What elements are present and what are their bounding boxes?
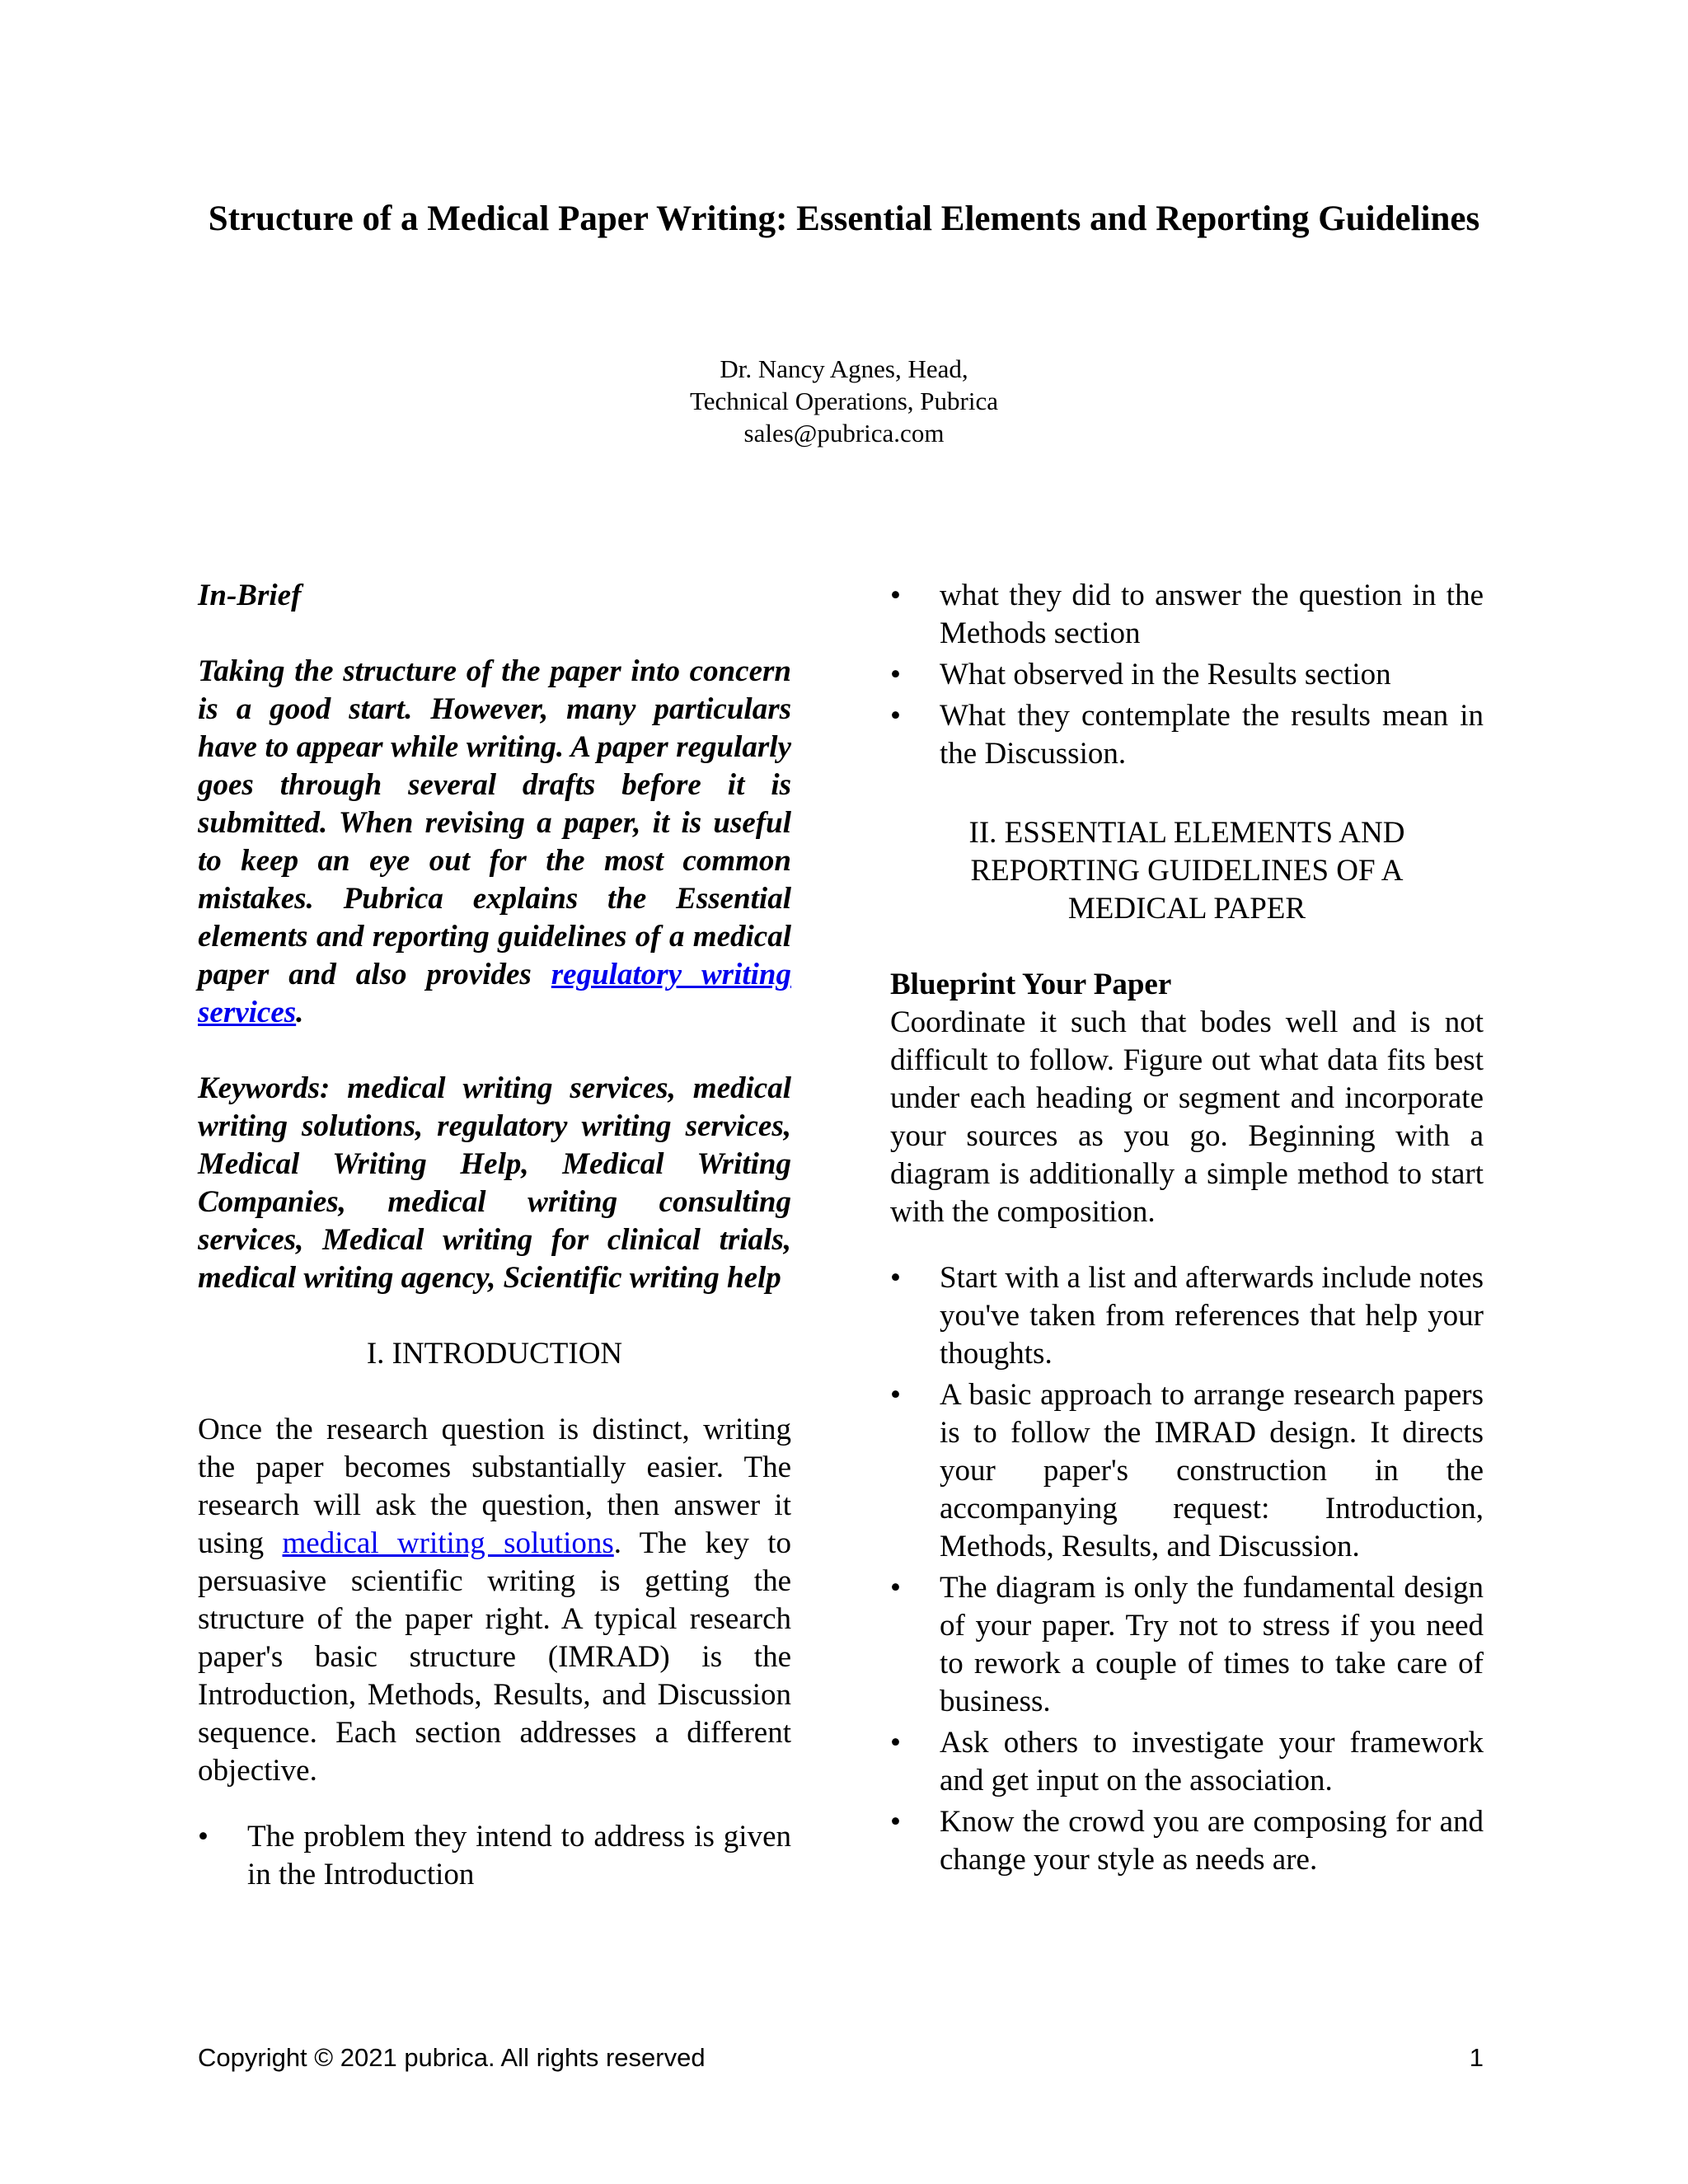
essential-elements-heading: II. ESSENTIAL ELEMENTS AND REPORTING GUIDELINES OF A MEDICAL PAPER bbox=[968, 816, 1405, 926]
bullet-icon: • bbox=[890, 579, 901, 612]
bullet-icon: • bbox=[890, 1261, 901, 1295]
keywords-paragraph: Keywords: medical writing services, medical writing solutions, regulatory writing services, Medical Writing Help, Medical Writing Companies, medical writing consulting services, Medical writing for clinical trials, medical writing agency, Scientific writing help bbox=[198, 1071, 791, 1295]
list-item bbox=[890, 577, 1484, 653]
introduction-paragraph bbox=[198, 1411, 791, 1790]
medical-writing-solutions-link[interactable]: medical writing solutions bbox=[282, 1526, 614, 1560]
intro-text-after: . The key to persuasive scientific writing is getting the structure of the paper right. A typical research paper's basic structure (IMRAD) is the Introduction, Methods, Results, and Discussion sequence. Each section addresses a different objective. bbox=[198, 1526, 791, 1788]
bullet-icon: • bbox=[890, 699, 901, 733]
bullet-icon: • bbox=[890, 1378, 901, 1412]
blueprint-bullet-list bbox=[890, 1259, 1484, 1879]
in-brief-text: Taking the structure of the paper into concern is a good start. However, many particulars have to appear while writing. A paper regularly goes through several drafts before it is submitted. When revising a paper, it is useful to keep an eye out for the most common mistakes. Pubrica explains the Essential elements and reporting guidelines of a medical paper and also provides bbox=[198, 654, 791, 991]
list-item-text: A basic approach to arrange research papers is to follow the IMRAD design. It directs your paper's construction in the accompanying request: Introduction, Methods, Results, and Discussion. bbox=[940, 1378, 1484, 1563]
right-column bbox=[890, 577, 1484, 1882]
bullet-icon: • bbox=[890, 1571, 901, 1605]
list-item bbox=[890, 1724, 1484, 1800]
list-item-text: What they contemplate the results mean in the Discussion. bbox=[940, 699, 1484, 771]
list-item bbox=[890, 656, 1484, 694]
blueprint-paragraph: Coordinate it such that bodes well and is not difficult to follow. Figure out what data fits best under each heading or segment and incorporate your sources as you go. Beginning with a diagram is additionally a simple method to start with the composition. bbox=[890, 1005, 1484, 1229]
imrad-bullet-list bbox=[890, 577, 1484, 773]
paper-title: Structure of a Medical Paper Writing: Essential Elements and Reporting Guidelines bbox=[208, 199, 1480, 238]
page-number: 1 bbox=[1469, 2043, 1484, 2072]
left-column bbox=[198, 577, 791, 1897]
list-item-text: what they did to answer the question in the Methods section bbox=[940, 579, 1484, 650]
copyright-notice: Copyright © 2021 pubrica. All rights reserved bbox=[198, 2043, 706, 2072]
list-item-text: Start with a list and afterwards include notes you've taken from references that help your thoughts. bbox=[940, 1261, 1484, 1371]
bullet-icon: • bbox=[890, 658, 901, 691]
page-footer bbox=[198, 2042, 1484, 2074]
list-item bbox=[890, 1803, 1484, 1879]
in-brief-heading: In-Brief bbox=[198, 579, 302, 612]
in-brief-end: . bbox=[296, 996, 304, 1029]
intro-text-before: Once the research question is distinct, writing the paper becomes substantially easier. The research will ask the question, then answer it using bbox=[198, 1413, 791, 1560]
list-item bbox=[890, 1569, 1484, 1721]
in-brief-paragraph bbox=[198, 653, 791, 1032]
author-name-line: Dr. Nancy Agnes, Head, bbox=[720, 354, 968, 383]
author-email: sales@pubrica.com bbox=[743, 419, 945, 448]
list-item bbox=[890, 1259, 1484, 1373]
bullet-icon: • bbox=[890, 1805, 901, 1839]
list-item bbox=[198, 1818, 791, 1894]
list-item-text: Know the crowd you are composing for and change your style as needs are. bbox=[940, 1805, 1484, 1877]
blueprint-subheading: Blueprint Your Paper bbox=[890, 968, 1172, 1001]
list-item-text: The problem they intend to address is given in the Introduction bbox=[247, 1820, 791, 1891]
list-item bbox=[890, 1376, 1484, 1566]
introduction-heading: I. INTRODUCTION bbox=[366, 1337, 623, 1371]
regulatory-writing-services-link[interactable]: regulatory writing services bbox=[198, 958, 791, 1029]
author-affiliation-line: Technical Operations, Pubrica bbox=[690, 387, 998, 415]
list-item-text: The diagram is only the fundamental design of your paper. Try not to stress if you need to rework a couple of times to take care of business. bbox=[940, 1571, 1484, 1718]
bullet-icon: • bbox=[890, 1726, 901, 1760]
list-item-text: What observed in the Results section bbox=[940, 658, 1391, 691]
intro-bullet-list bbox=[198, 1818, 791, 1894]
list-item bbox=[890, 697, 1484, 773]
author-block bbox=[0, 353, 1688, 449]
list-item-text: Ask others to investigate your framework and get input on the association. bbox=[940, 1726, 1484, 1797]
bullet-icon: • bbox=[198, 1820, 209, 1854]
